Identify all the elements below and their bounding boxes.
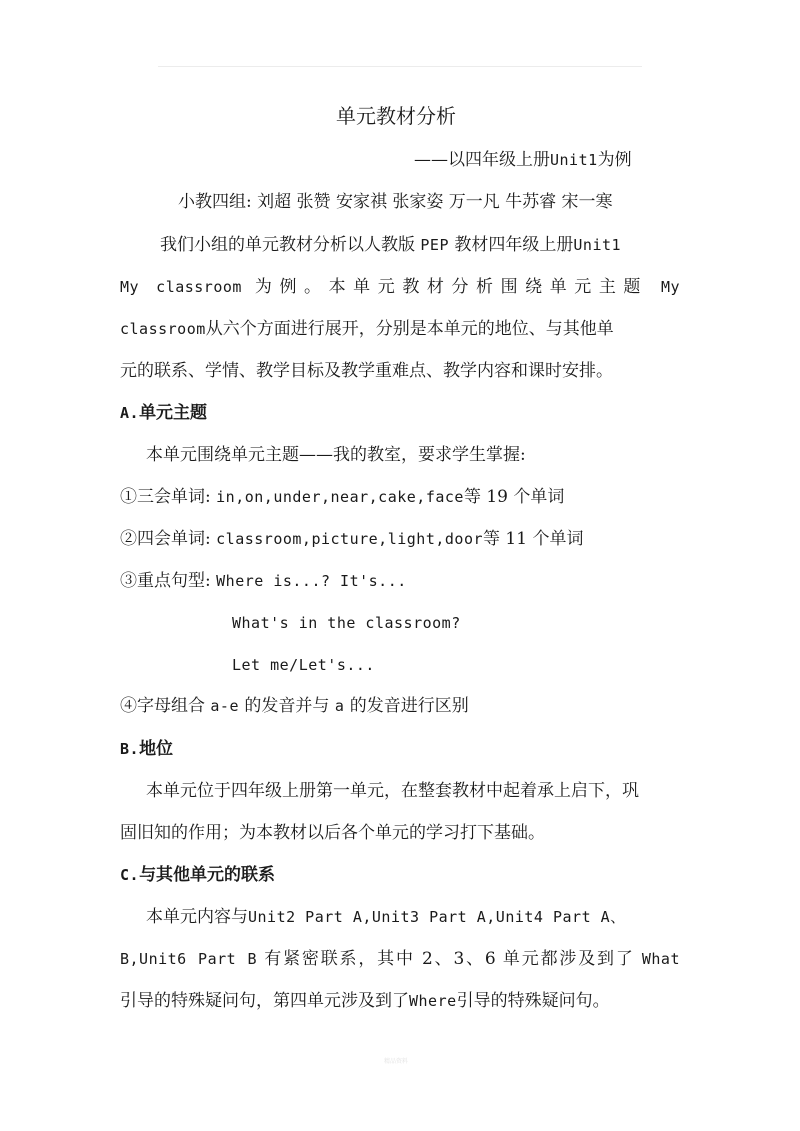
footer-watermark: 精品资料: [384, 1058, 409, 1065]
intro-line-4: 元的联系、学情、教学目标及教学重难点、教学内容和课时安排。: [120, 361, 613, 381]
section-a-item-4: ④字母组合 a-e 的发音并与 a 的发音进行区别: [120, 696, 469, 716]
section-a-item-2: ②四会单词: classroom,picture,light,door等 11 个单词: [120, 529, 584, 549]
section-a-item-3: ③重点句型: Where is...? It's...: [120, 571, 407, 591]
intro-line-3: classroom从六个方面进行展开，分别是本单元的地位、与其他单: [120, 319, 614, 339]
intro-line-1: 我们小组的单元教材分析以人教版 PEP 教材四年级上册Unit1: [160, 235, 622, 255]
section-b-line-2: 固旧知的作用；为本教材以后各个单元的学习打下基础。: [120, 823, 545, 843]
section-c-heading: C.与其他单元的联系: [120, 865, 276, 885]
doc-title: 单元教材分析: [336, 104, 456, 128]
section-a-item-1: ①三会单词: in,on,under,near,cake,face等 19 个单词: [120, 487, 565, 507]
section-a-sentence-3: Let me/Let's...: [232, 656, 375, 674]
authors-line: 小教四组: 刘超 张赞 安家祺 张家姿 万一凡 牛苏睿 宋一寒: [178, 192, 613, 212]
doc-subtitle: ——以四年级上册Unit1为例: [414, 150, 632, 170]
section-a-intro: 本单元围绕单元主题——我的教室，要求学生掌握:: [146, 445, 526, 465]
intro-line-2: My classroom 为例。本单元教材分析围绕单元主题 My: [120, 277, 681, 297]
section-c-line-1: 本单元内容与Unit2 Part A,Unit3 Part A,Unit4 Part A、: [146, 907, 626, 927]
section-a-sentence-2: What's in the classroom?: [232, 614, 461, 632]
section-c-line-2: B,Unit6 Part B 有紧密联系，其中 2、3、6 单元都涉及到了 What: [120, 949, 680, 969]
section-c-line-3: 引导的特殊疑问句，第四单元涉及到了Where引导的特殊疑问句。: [120, 991, 610, 1011]
section-b-heading: B.地位: [120, 739, 174, 759]
header-rule: [158, 66, 642, 67]
section-a-heading: A.单元主题: [120, 403, 208, 423]
section-b-line-1: 本单元位于四年级上册第一单元，在整套教材中起着承上启下，巩: [146, 781, 639, 801]
